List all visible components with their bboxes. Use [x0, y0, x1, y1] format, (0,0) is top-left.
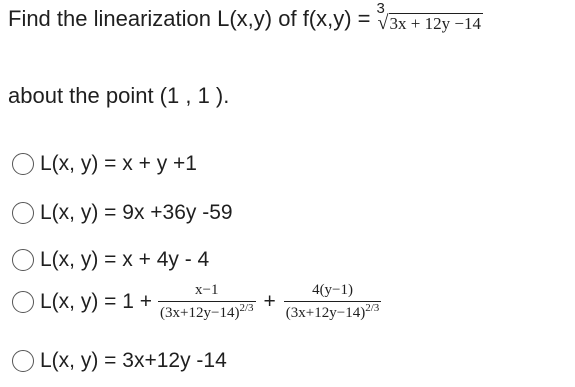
fraction-1-numerator: x−1 [195, 282, 219, 298]
radio-button-icon[interactable] [12, 249, 34, 271]
option-1[interactable] [12, 152, 197, 176]
fraction-1-exponent: 2/3 [239, 302, 254, 314]
cube-root-expression [376, 0, 483, 34]
fraction-2-numerator: 4(y−1) [312, 282, 354, 298]
option-label: L(x, y) = x + y +1 [40, 152, 197, 175]
option-5[interactable] [12, 349, 227, 373]
radio-button-icon[interactable] [12, 350, 34, 372]
fraction-2-denominator [284, 301, 381, 322]
fraction-2-exponent: 2/3 [365, 302, 380, 314]
root-index: 3 [376, 0, 385, 17]
radio-button-icon[interactable] [12, 202, 34, 224]
radio-button-icon[interactable] [12, 153, 34, 175]
option-label: L(x, y) = x + 4y - 4 [40, 248, 210, 271]
option-label [40, 282, 387, 322]
option-2[interactable] [12, 201, 233, 225]
question-prefix: Find the linearization L(x,y) of f(x,y) = [8, 6, 371, 31]
fraction-1 [158, 282, 255, 322]
question-line-1 [8, 0, 570, 34]
radio-button-icon[interactable] [12, 291, 34, 313]
fraction-2 [284, 282, 381, 322]
radicand: 3x + 12y −14 [389, 14, 481, 33]
question-text [8, 0, 570, 111]
question-line-2: about the point (1 , 1 ). [8, 83, 230, 108]
option-4-lead: L(x, y) = 1 + [40, 290, 153, 313]
radical-sign-icon: √ [377, 12, 389, 34]
option-label: L(x, y) = 3x+12y -14 [40, 349, 227, 372]
option-label: L(x, y) = 9x +36y -59 [40, 201, 233, 224]
fraction-1-base: (3x+12y−14) [160, 305, 240, 321]
fraction-2-base: (3x+12y−14) [285, 305, 366, 321]
option-3[interactable] [12, 248, 209, 272]
fraction-1-denominator [158, 301, 255, 322]
option-4[interactable] [12, 282, 387, 322]
plus-sign: + [263, 290, 276, 313]
